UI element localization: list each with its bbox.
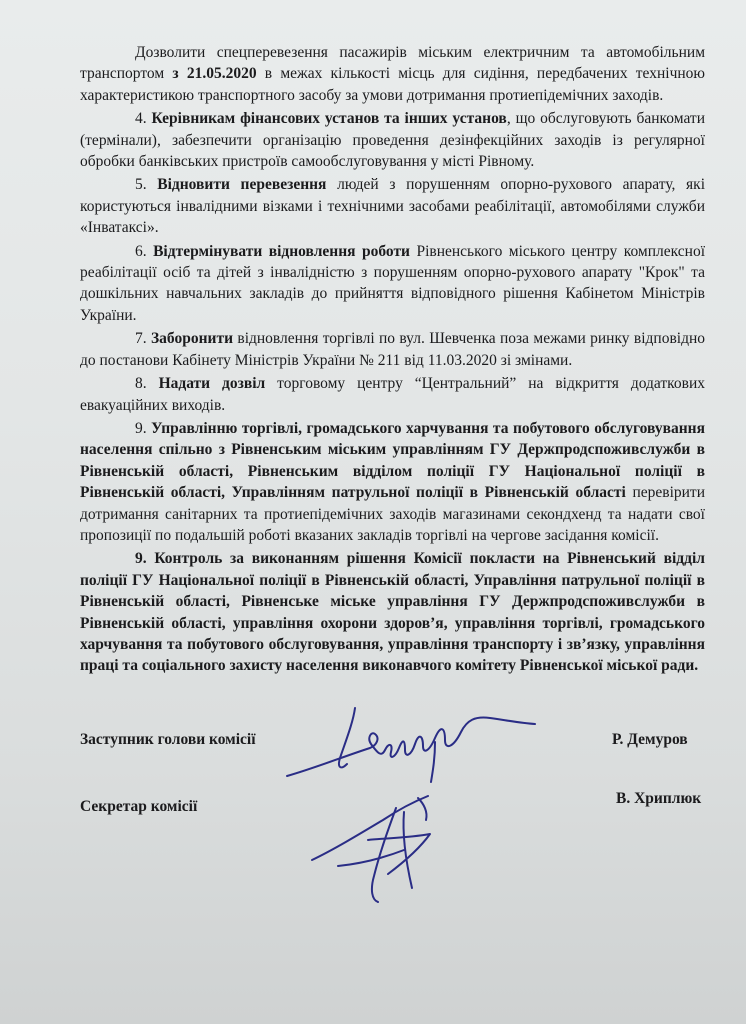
paragraph-8 [80,373,705,416]
text-run: 9. [135,419,152,437]
text-run: людей з порушенням опорно-рухового апарату, які користуються інвалідними візками і технічними засобами реабілітації, автомобілями служби «Інватаксі». [80,176,705,237]
deputy-chair-label: Заступник голови комісії [80,731,256,748]
text-run: Дозволити спецперевезення пасажирів міським електричним та автомобільним транспортом [80,44,705,83]
secretary-label: Секретар комісії [80,798,198,815]
text-run: 7. [135,330,151,348]
bold-text: Управлінню торгівлі, громадського харчування та побутового обслуговування населення спільно з Рівненським міським управлінням ГУ Держпродспоживслужби в Рівненській області, Рівненським відділом поліції ГУ Національної поліції в Рівненській області, Управлінням патрульної поліції в Рівненській області [80,419,705,502]
paragraph-5 [80,174,705,238]
text-run: , що обслуговують банкомати (термінали), забезпечити організацію проведення дезінфекційних заходів із регулярної обробки банківських пристроїв самообслуговування у місті Рівному. [80,110,705,171]
text-run: 6. [135,242,154,260]
text-run: відновлення торгівлі по вул. Шевченка поза межами ринку відповідно до постанови Кабінету Міністрів України № 211 від 11.03.2020 зі змінами. [80,330,706,369]
bold-text: 9. Контроль за виконанням рішення Комісії покласти на Рівненський відділ поліції ГУ Національної поліції в Рівненській області, Управління патрульної поліції в Рівненській області, Рівненське міське управління ГУ Держпродспоживслужби в Рівненській області, управління охорони здоров’я, управління торгівлі, громадського харчування та побутового обслуговування, управління транспорту і зв’язку, управління праці та соціального захисту населення виконавчого комітету Рівненської міської ради. [80,550,705,675]
text-run: Рівненського міського центру комплексної реабілітації осіб та дітей з інвалідністю з порушенням опорно-рухового апарату "Крок" та дошкільних навчальних закладів до прийняття відповідного рішення Кабінетом Міністрів України. [80,242,706,324]
paragraph-4 [80,108,705,172]
text-run: торговому центру “Центральний” на відкриття додаткових евакуаційних виходів. [80,375,706,414]
text-run: 4. [135,110,152,128]
paragraph-9-prev [80,418,705,546]
text-run: 5. [135,176,158,194]
text-run: 8. [135,375,159,393]
paragraph-intro [80,42,705,106]
bold-text: Надати дозвіл [158,375,266,393]
deputy-chair-name: Р. Демуров [612,731,688,748]
text-run: перевірити дотримання санітарних та протиепідемічних заходів магазинами секондхенд та надати свої пропозиції по подальшій роботі вказаних закладів торгівлі на чергове засідання комісії. [80,484,705,544]
deputy-signature-icon [285,698,540,788]
paragraph-7 [80,328,705,371]
paragraph-9-control [80,548,705,676]
bold-text: Заборонити [151,330,234,348]
document-body [80,42,705,679]
paragraph-6 [80,241,705,327]
bold-text: Керівникам фінансових установ та інших установ [151,110,507,128]
text-run: в межах кількості місць для сидіння, передбачених технічною характеристикою транспортного засобу за умови дотримання протиепідемічних заходів. [80,65,705,104]
secretary-name: В. Хриплюк [616,790,702,807]
secretary-signature-icon [308,790,458,905]
bold-text: Відновити перевезення [157,176,327,194]
bold-text: з 21.05.2020 [172,65,257,83]
bold-text: Відтермінувати відновлення роботи [153,242,410,260]
